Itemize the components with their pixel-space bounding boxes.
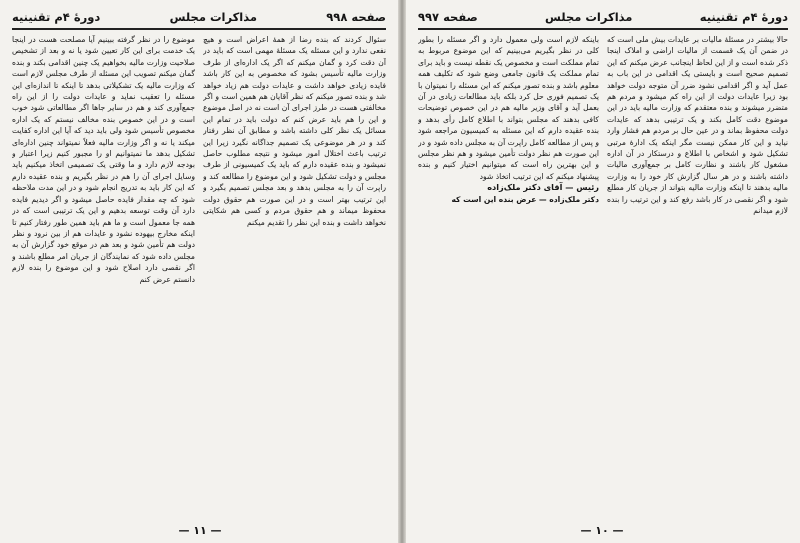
- right-page: [404, 0, 800, 543]
- speaker-label: رئیس — آقای دکتر ملک‌زاده: [487, 182, 599, 193]
- right-page-column-right-text: حالا بیشتر در مسئلهٔ مالیات بر عایدات بیش ملی است که در ضمن آن یک قسمت از مالیات اراضی و املاک اینجا ذکر شده است و از این لحاظ اینجانب عرض میکنم که این تصمیم صحیح است و بایستی یک اقدامی در این باب به عمل آید و اگر اقدامی نشود ضرر آن متوجه دولت خواهد بود زیرا عایدات دولت از این راه کم میشود و مردم هم متضرر میشوند و بنده معتقدم که وزارت مالیه باید در این موضوع دقت کامل بکند و یک ترتیبی بدهد که عایدات دولت محفوظ بماند و در عین حال بر مردم هم فشار وارد نیاید و این کار ممکن نیست مگر اینکه یک ادارهٔ مرتبی تشکیل شود و اشخاص با اطلاع و درستکار در آن اداره مشغول کار باشند و نظارت کامل بر جمع‌آوری مالیات داشته باشند و در هر سال گزارش کار خود را به وزارت مالیه بدهند تا اینکه وزارت مالیه بتواند از جریان کار مطلع شود و اگر نقصی در کار باشد رفع کند و این ترتیب را بنده لازم میدانم: [607, 35, 788, 216]
- speaker-line: دکتر ملک‌زاده — عرض بنده این است که: [451, 194, 599, 204]
- right-page-header: [418, 6, 788, 30]
- right-page-column-left-text: باینکه لازم است ولی معمول دارد و اگر مسئله را بطور کلی در نظر بگیریم می‌بینیم که این موضوع مربوط به تمام مملکت است و مخصوص یک نقطه نیست و باید برای تمام مملکت یک قانون جامعی وضع شود که تکلیف همه معلوم باشد و بنده تصور میکنم که این مسئله را نمیتوان با یک تصمیم فوری حل کرد بلکه باید مطالعات زیادی در آن بعمل آید و آقای وزیر مالیه هم در این خصوص توضیحات کافی بدهند که مجلس بتواند با اطلاع کامل رأی بدهد و بنده عقیده دارم که این مسئله به کمیسیون مراجعه شود و پس از مطالعه کامل راپرت آن به مجلس داده شود و در این صورت هم نظر دولت تأمین میشود و هم نظر مجلس و این بهترین راه است که میتوانیم اختیار کنیم و بنده پیشنهاد میکنم که این ترتیب اتخاذ شود: [418, 35, 599, 181]
- left-page-footer: — ۱۱ —: [178, 524, 222, 537]
- left-page-header: [12, 6, 386, 30]
- right-page-column-right: [607, 34, 788, 516]
- left-page-term: دورهٔ ۴م تقنینیه: [12, 10, 101, 24]
- left-page-column-right: [203, 34, 386, 516]
- left-page-title: مذاکرات مجلس: [169, 10, 257, 24]
- left-page-column-right-text: سئوال کردند که بنده رضا از همهٔ اعراض است و هیچ نفعی ندارد و این مسئله یک مسئلهٔ مهمی است که باید در آن دقت کرد و گمان میکنم که اگر یک اداره‌ای از طرف وزارت مالیه تأسیس بشود که مخصوص به این کار باشد فایده زیادی خواهد داشت و عایدات دولت هم زیاد خواهد شد و بنده تصور میکنم که نظر آقایان هم همین است و اگر مخالفتی هست در طرز اجرای آن است نه در اصل موضوع و این را هم باید عرض کنم که دولت باید در تمام این مسائل یک نظر کلی داشته باشد و مطابق آن نظر رفتار کند و در هر موضوعی یک تصمیم جداگانه نگیرد زیرا این ترتیب باعث اختلال امور میشود و نتیجه مطلوب حاصل نمیشود و بنده عقیده دارم که باید یک کمیسیونی از طرف مجلس و دولت تشکیل شود و این موضوع را مطالعه کند و راپرت آن را به مجلس بدهد و بعد مجلس تصمیم بگیرد و این ترتیب بهتر است و در این صورت هم حقوق دولت محفوظ میماند و هم حقوق مردم و کسی هم شکایتی نخواهد داشت و بنده این نظر را تقدیم میکنم: [203, 35, 386, 227]
- right-page-column-left: [418, 34, 599, 516]
- right-page-title: مذاکرات مجلس: [545, 10, 633, 24]
- left-page-number: صفحه ۹۹۸: [326, 10, 386, 24]
- right-page-term: دورهٔ ۴م تقنینیه: [699, 10, 788, 24]
- left-page-column-left: [12, 34, 195, 516]
- right-page-footer: — ۱۰ —: [580, 524, 624, 537]
- left-page-column-left-text: موضوع را در نظر گرفته ببینیم آیا مصلحت هست در اینجا یک خدمت برای این کار تعیین شود یا نه و بعد از تشخیص صلاحیت وزارت مالیه بخواهیم یک چنین اقدامی بکند و بنده گمان میکنم تصویب این مسئله از طرف مجلس لازم است که وزارت مالیه یک تشکیلاتی بدهد تا اینکه تا اندازه‌ای این مسئله را تعقیب نماید و عایدات دولت را از این راه جمع‌آوری کند و هم در سایر جاها اگر مطالعاتی شود خوب است و در این خصوص بنده مخالف نیستم که یک اداره مخصوص تأسیس شود ولی باید دید که آیا این اداره کفایت میکند یا نه و اگر وزارت مالیه فعلاً نمیتواند چنین اداره‌ای تشکیل بدهد ما نمیتوانیم او را مجبور کنیم زیرا اعتبار و بودجه لازم دارد و ما وقتی یک تصمیمی اتخاذ میکنیم باید وسایل اجرای آن را هم در نظر بگیریم و بنده عقیده دارم که این کار باید به تدریج انجام شود و در این مدت ملاحظه شود که چه مقدار فایده حاصل میشود و اگر دیدیم فایده دارد آن وقت توسعه بدهیم و این یک ترتیبی است که در همه جا معمول است و ما هم باید همین طور رفتار کنیم تا اینکه مخارج بیهوده نشود و عایدات هم از بین نرود و نظر دولت هم تأمین شود و بعد هم در موقع خود گزارش آن به مجلس داده شود که نمایندگان از جریان امر مطلع باشند و اگر نقصی دارد اصلاح شود و این موضوع را بنده لازم دانستم عرض کنم: [12, 35, 195, 284]
- right-page-number: صفحه ۹۹۷: [418, 10, 478, 24]
- left-page-columns: [12, 34, 386, 516]
- right-page-columns: [418, 34, 788, 516]
